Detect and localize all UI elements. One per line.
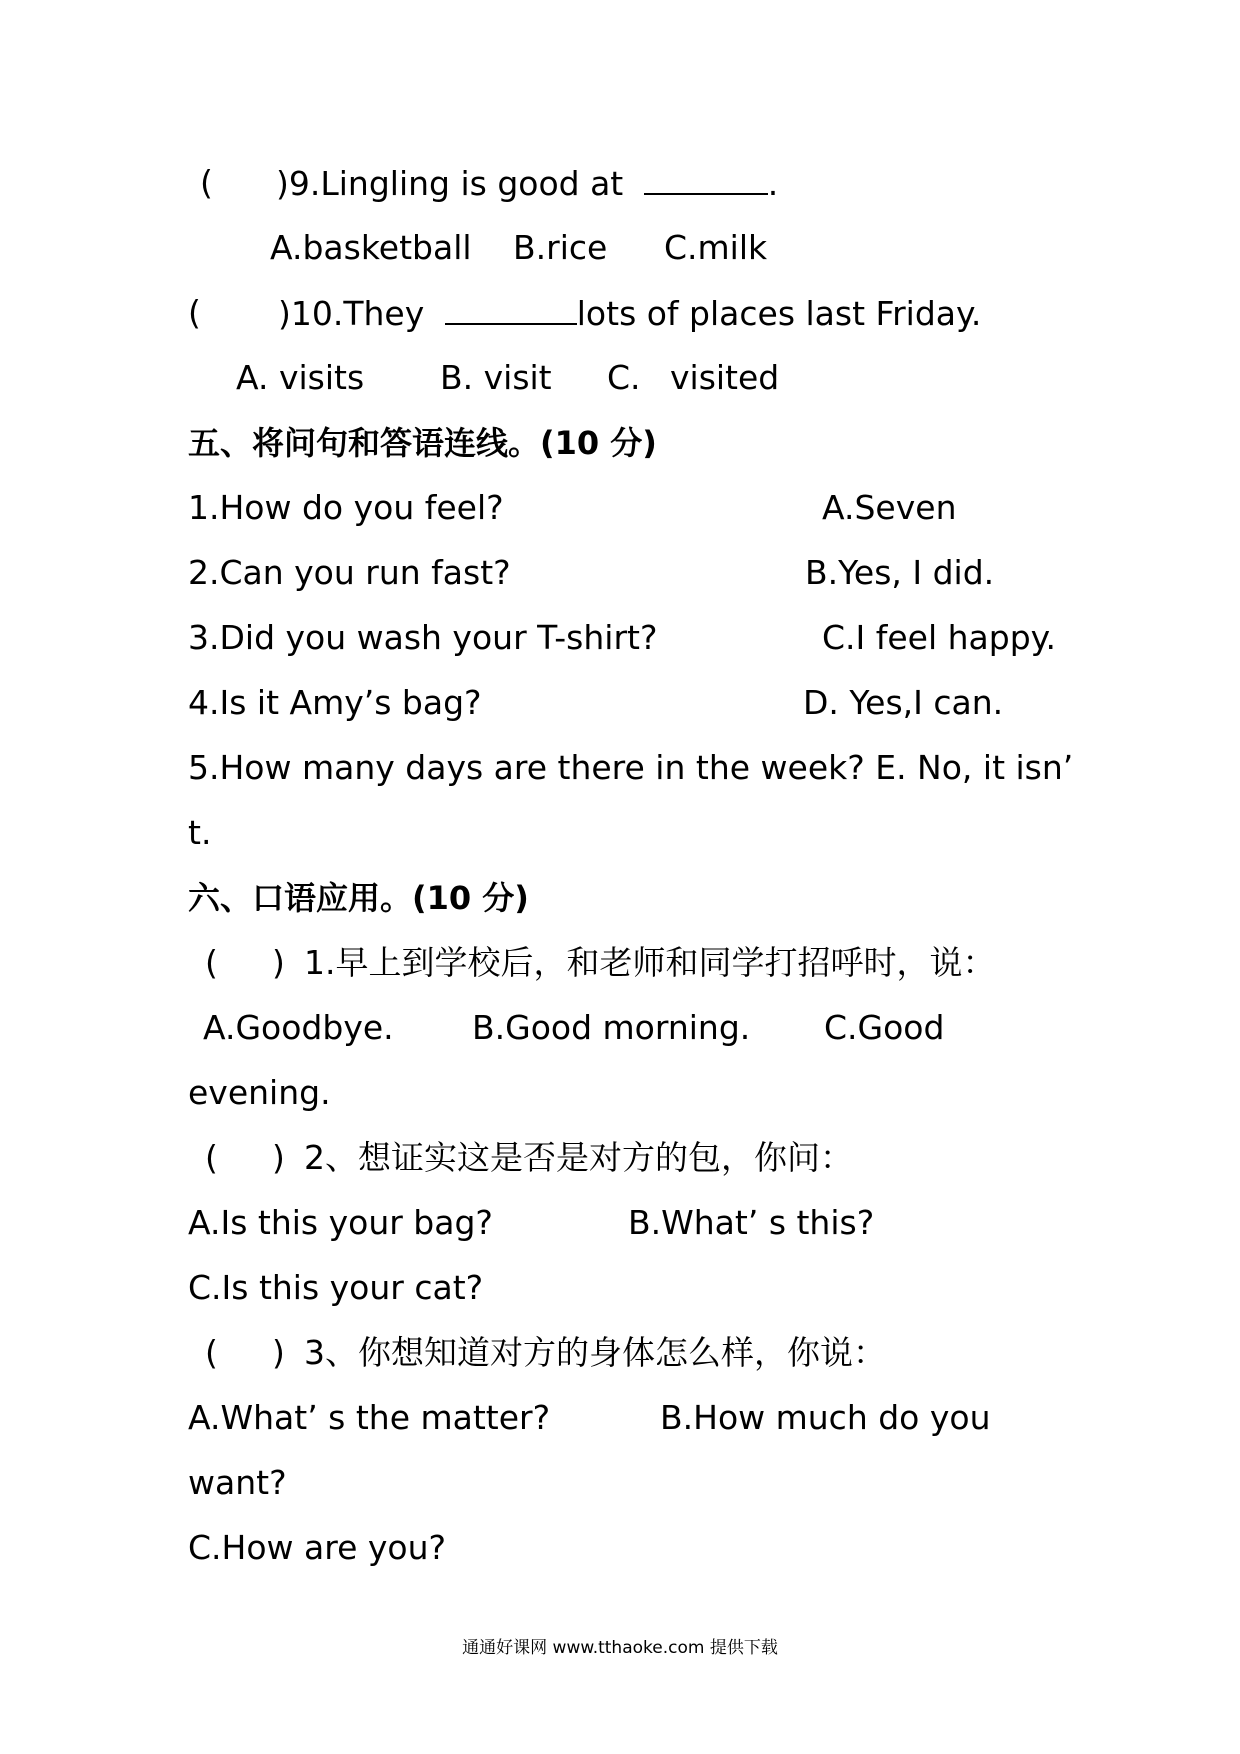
section5-heading: 五、将问句和答语连线。(10 分) <box>188 424 657 462</box>
s6-q3-paren-close: ) <box>272 1333 285 1372</box>
s6-q1-paren-open: ( <box>205 943 218 982</box>
s5-question-5: 5.How many days are there in the week? E. No, it isn’ <box>188 748 1074 787</box>
s6-q2-option-b: B.What’ s this? <box>628 1203 875 1242</box>
q10-blank <box>445 293 577 325</box>
s5-answer-b: B.Yes, I did. <box>805 553 995 592</box>
s5-question-2: 2.Can you run fast? <box>188 553 511 592</box>
s6-q3-option-b-cont: want? <box>188 1463 287 1502</box>
q9-blank <box>644 163 768 195</box>
q9-text: 9.Lingling is good at <box>288 164 624 203</box>
section6-heading: 六、口语应用。(10 分) <box>188 879 529 917</box>
s6-q1-option-c-cont: evening. <box>188 1073 331 1112</box>
q9-paren-close: ) <box>276 164 289 203</box>
s6-q1-option-c: C.Good <box>824 1008 945 1047</box>
q9-option-c: C.milk <box>664 228 768 267</box>
q10-paren-close: ) <box>278 294 291 333</box>
s5-answer-d: D. Yes,I can. <box>803 683 1004 722</box>
s6-q3-option-a: A.What’ s the matter? <box>188 1398 551 1437</box>
q9-option-b: B.rice <box>513 228 608 267</box>
q9-stem <box>276 163 778 204</box>
q9-option-a: A.basketball <box>270 228 472 267</box>
q10-option-c-label: C. <box>607 358 641 397</box>
q10-paren-open: ( <box>188 293 201 332</box>
q10-text: 10.They <box>290 294 425 333</box>
q9-paren-open: ( <box>200 163 213 202</box>
q10-option-c-text: visited <box>670 358 780 397</box>
q10-option-a: A. visits <box>236 358 365 397</box>
s5-answer-a: A.Seven <box>822 488 957 527</box>
s6-q2-option-a: A.Is this your bag? <box>188 1203 493 1242</box>
s6-q1-paren-close: ) <box>272 943 285 982</box>
s6-q1-prompt: 1.早上到学校后，和老师和同学打招呼时，说： <box>304 943 996 982</box>
s6-q2-option-c: C.Is this your cat? <box>188 1268 484 1307</box>
s5-answer-c: C.I feel happy. <box>822 618 1056 657</box>
s6-q2-paren-open: ( <box>205 1138 218 1177</box>
s5-question-3: 3.Did you wash your T-shirt? <box>188 618 658 657</box>
s6-q3-option-c: C.How are you? <box>188 1528 447 1567</box>
s6-q1-option-a: A.Goodbye. <box>203 1008 394 1047</box>
s6-q1-option-b: B.Good morning. <box>472 1008 751 1047</box>
s6-q3-option-b: B.How much do you <box>660 1398 991 1437</box>
s5-question-1: 1.How do you feel? <box>188 488 504 527</box>
s6-q2-paren-close: ) <box>272 1138 285 1177</box>
page-footer: 通通好课网 www.tthaoke.com 提供下载 <box>462 1638 778 1658</box>
s6-q3-prompt: 3、你想知道对方的身体怎么样，你说： <box>304 1333 886 1372</box>
s5-question-5-cont: t. <box>188 813 212 852</box>
s6-q2-prompt: 2、想证实这是否是对方的包，你问： <box>304 1138 853 1177</box>
s6-q3-paren-open: ( <box>205 1333 218 1372</box>
s5-question-4: 4.Is it Amy’s bag? <box>188 683 482 722</box>
q10-option-b: B. visit <box>440 358 552 397</box>
q9-end: . <box>767 164 779 203</box>
q10-after: lots of places last Friday. <box>576 294 982 333</box>
q10-stem <box>278 293 981 334</box>
